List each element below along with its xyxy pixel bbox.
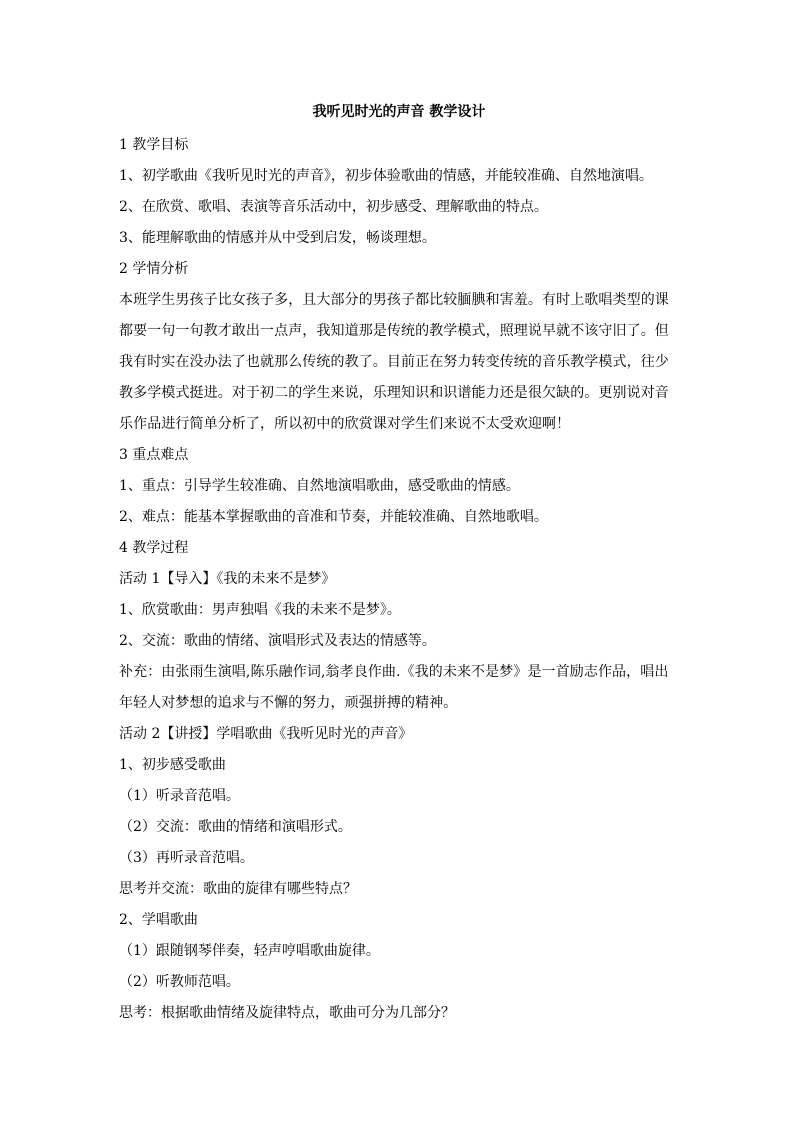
activity-2-substep: （3）再听录音范唱。 xyxy=(119,850,254,866)
objective-item-3: 3、能理解歌曲的情感并从中受到启发，畅谈理想。 xyxy=(119,230,436,246)
supplement-paragraph: 补充：由张雨生演唱,陈乐融作词,翁孝良作曲.《我的未来不是梦》是一首励志作品，唱出年轻人对梦想的追求与不懈的努力，顽强拼搏的精神。 xyxy=(119,664,669,711)
objective-item-2: 2、在欣赏、歌唱、表演等音乐活动中，初步感受、理解歌曲的特点。 xyxy=(119,199,548,215)
activity-1-step-2: 2、交流：歌曲的情绪、演唱形式及表达的情感等。 xyxy=(119,633,436,649)
activity-2-question: 思考：根据歌曲情绪及旋律特点，歌曲可分为几部分？ xyxy=(119,1005,455,1021)
activity-2-substep: （1）听录音范唱。 xyxy=(119,788,240,804)
section-heading-key-points: 3 重点难点 xyxy=(119,447,189,463)
activity-2-question: 思考并交流：歌曲的旋律有哪些特点？ xyxy=(119,881,357,897)
activity-2-substep: （2）听教师范唱。 xyxy=(119,974,240,990)
document-title: 我听见时光的声音 教学设计 xyxy=(312,104,486,120)
analysis-paragraph: 本班学生男孩子比女孩子多，且大部分的男孩子都比较腼腆和害羞。有时上歌唱类型的课都要一句一句教才敢出一点声，我知道那是传统的教学模式，照理说早就不该守旧了。但我有时实在没办法了也就那么传统的教了。目前正在努力转变传统的音乐教学模式，往少教多学模式挺进。对于初二的学生来说，乐理知识和识谱能力还是很欠缺的。更别说对音乐作品进行简单分析了，所以初中的欣赏课对学生们来说不太受欢迎啊！ xyxy=(119,292,669,432)
section-heading-analysis: 2 学情分析 xyxy=(119,261,189,277)
activity-2-substep: （1）跟随钢琴伴奏，轻声哼唱歌曲旋律。 xyxy=(119,943,380,959)
activity-2-substep: （2）交流：歌曲的情绪和演唱形式。 xyxy=(119,819,352,835)
section-heading-objectives: 1 教学目标 xyxy=(119,137,189,153)
objective-item-1: 1、初学歌曲《我听见时光的声音》，初步体验歌曲的情感，并能较准确、自然地演唱。 xyxy=(119,168,653,184)
activity-1-heading: 活动 1【导入】《我的未来不是梦》 xyxy=(119,571,336,587)
section-heading-process: 4 教学过程 xyxy=(119,540,189,556)
activity-2-step-1: 1、初步感受歌曲 xyxy=(119,757,226,773)
key-point-item: 1、重点：引导学生较准确、自然地演唱歌曲，感受歌曲的情感。 xyxy=(119,478,520,494)
activity-2-heading: 活动 2【讲授】学唱歌曲《我听见时光的声音》 xyxy=(119,726,413,742)
difficulty-item: 2、难点：能基本掌握歌曲的音准和节奏，并能较准确、自然地歌唱。 xyxy=(119,509,548,525)
document-page xyxy=(119,96,679,1029)
activity-2-step-2: 2、学唱歌曲 xyxy=(119,912,198,928)
activity-1-step-1: 1、欣赏歌曲：男声独唱《我的未来不是梦》。 xyxy=(119,602,401,618)
